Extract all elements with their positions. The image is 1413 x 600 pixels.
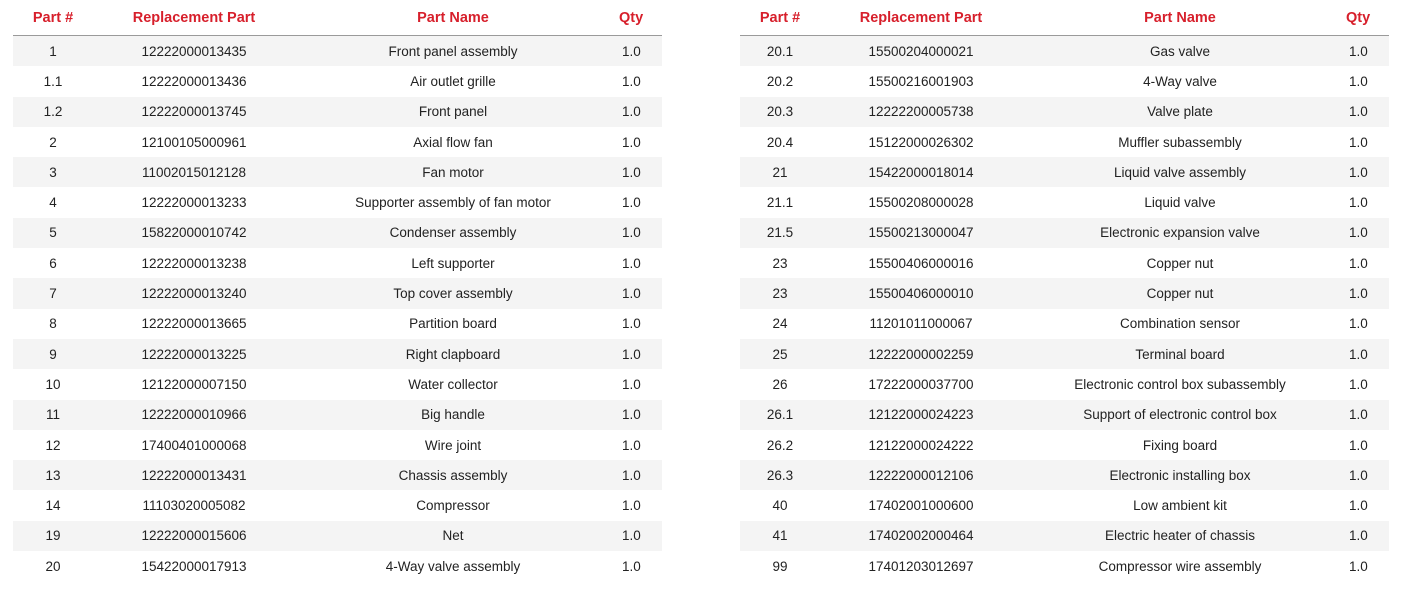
column-header-part-num: Part # [13,0,93,36]
qty-cell: 1.0 [611,339,662,369]
part-name-cell: Net [295,521,611,551]
part-name-cell: Liquid valve assembly [1022,157,1338,187]
part-number-cell: 12 [13,430,93,460]
table-row [13,309,662,339]
part-name-cell: Support of electronic control box [1022,400,1338,430]
part-name-cell: Compressor wire assembly [1022,551,1338,581]
replacement-part-cell: 12122000007150 [93,369,295,399]
table-row [13,400,662,430]
part-name-cell: Big handle [295,400,611,430]
parts-table-left [13,0,662,581]
replacement-part-cell: 12222000013665 [93,309,295,339]
replacement-part-cell: 12222000002259 [820,339,1022,369]
part-number-cell: 2 [13,127,93,157]
part-name-cell: Electronic installing box [1022,460,1338,490]
part-name-cell: 4-Way valve [1022,66,1338,96]
part-number-cell: 6 [13,248,93,278]
part-number-cell: 20.1 [740,36,820,67]
column-header-qty: Qty [611,0,662,36]
part-number-cell: 1.2 [13,97,93,127]
part-number-cell: 21.1 [740,187,820,217]
part-name-cell: Copper nut [1022,248,1338,278]
qty-cell: 1.0 [611,460,662,490]
part-name-cell: Front panel [295,97,611,127]
replacement-part-cell: 17401203012697 [820,551,1022,581]
part-number-cell: 23 [740,278,820,308]
part-number-cell: 21 [740,157,820,187]
part-name-cell: Air outlet grille [295,66,611,96]
replacement-part-cell: 15422000018014 [820,157,1022,187]
table-body [740,36,1389,582]
qty-cell: 1.0 [1338,521,1389,551]
table-header [740,0,1389,36]
qty-cell: 1.0 [1338,490,1389,520]
replacement-part-cell: 12222000013745 [93,97,295,127]
table-body [13,36,662,582]
qty-cell: 1.0 [1338,66,1389,96]
table-row [740,127,1389,157]
table-row [13,187,662,217]
qty-cell: 1.0 [611,369,662,399]
column-header-part-name: Part Name [1022,0,1338,36]
replacement-part-cell: 12222000012106 [820,460,1022,490]
replacement-part-cell: 12222000013225 [93,339,295,369]
qty-cell: 1.0 [1338,157,1389,187]
qty-cell: 1.0 [611,66,662,96]
replacement-part-cell: 12222000013435 [93,36,295,67]
replacement-part-cell: 11201011000067 [820,309,1022,339]
part-number-cell: 26.2 [740,430,820,460]
column-header-replacement-part: Replacement Part [93,0,295,36]
qty-cell: 1.0 [611,551,662,581]
part-name-cell: Compressor [295,490,611,520]
part-name-cell: 4-Way valve assembly [295,551,611,581]
table-row [740,400,1389,430]
part-number-cell: 26.3 [740,460,820,490]
part-number-cell: 9 [13,339,93,369]
qty-cell: 1.0 [611,400,662,430]
part-name-cell: Fan motor [295,157,611,187]
table-row [740,309,1389,339]
part-number-cell: 26 [740,369,820,399]
part-number-cell: 23 [740,248,820,278]
part-number-cell: 3 [13,157,93,187]
replacement-part-cell: 15500208000028 [820,187,1022,217]
qty-cell: 1.0 [1338,309,1389,339]
part-number-cell: 99 [740,551,820,581]
part-name-cell: Front panel assembly [295,36,611,67]
qty-cell: 1.0 [1338,460,1389,490]
replacement-part-cell: 15122000026302 [820,127,1022,157]
replacement-part-cell: 12222000015606 [93,521,295,551]
part-name-cell: Condenser assembly [295,218,611,248]
replacement-part-cell: 11002015012128 [93,157,295,187]
part-number-cell: 21.5 [740,218,820,248]
replacement-part-cell: 17222000037700 [820,369,1022,399]
parts-table-right [740,0,1389,581]
replacement-part-cell: 15500213000047 [820,218,1022,248]
replacement-part-cell: 12222000013431 [93,460,295,490]
qty-cell: 1.0 [611,309,662,339]
replacement-part-cell: 12222000013233 [93,187,295,217]
table-row [740,218,1389,248]
table-row [740,521,1389,551]
part-name-cell: Axial flow fan [295,127,611,157]
table-row [13,36,662,67]
table-row [13,521,662,551]
qty-cell: 1.0 [611,430,662,460]
part-number-cell: 10 [13,369,93,399]
part-name-cell: Terminal board [1022,339,1338,369]
table-row [740,187,1389,217]
part-name-cell: Gas valve [1022,36,1338,67]
table-row [13,97,662,127]
qty-cell: 1.0 [1338,36,1389,67]
part-name-cell: Partition board [295,309,611,339]
table-row [13,66,662,96]
part-number-cell: 1 [13,36,93,67]
replacement-part-cell: 12222000013436 [93,66,295,96]
column-header-part-name: Part Name [295,0,611,36]
qty-cell: 1.0 [1338,187,1389,217]
table-row [740,248,1389,278]
qty-cell: 1.0 [1338,339,1389,369]
table-row [740,369,1389,399]
qty-cell: 1.0 [1338,278,1389,308]
part-number-cell: 25 [740,339,820,369]
replacement-part-cell: 17402002000464 [820,521,1022,551]
table-row [740,430,1389,460]
replacement-part-cell: 17402001000600 [820,490,1022,520]
part-name-cell: Liquid valve [1022,187,1338,217]
part-name-cell: Electronic control box subassembly [1022,369,1338,399]
part-number-cell: 26.1 [740,400,820,430]
part-number-cell: 13 [13,460,93,490]
qty-cell: 1.0 [611,97,662,127]
table-row [13,490,662,520]
part-name-cell: Top cover assembly [295,278,611,308]
qty-cell: 1.0 [611,278,662,308]
table-row [740,490,1389,520]
qty-cell: 1.0 [611,218,662,248]
part-name-cell: Water collector [295,369,611,399]
part-number-cell: 7 [13,278,93,308]
column-header-qty: Qty [1338,0,1389,36]
part-name-cell: Right clapboard [295,339,611,369]
replacement-part-cell: 15500216001903 [820,66,1022,96]
qty-cell: 1.0 [1338,551,1389,581]
qty-cell: 1.0 [1338,248,1389,278]
table-row [13,430,662,460]
table-row [13,278,662,308]
qty-cell: 1.0 [611,127,662,157]
replacement-part-cell: 17400401000068 [93,430,295,460]
part-name-cell: Low ambient kit [1022,490,1338,520]
table-row [740,278,1389,308]
replacement-part-cell: 12100105000961 [93,127,295,157]
part-name-cell: Fixing board [1022,430,1338,460]
replacement-part-cell: 12222000010966 [93,400,295,430]
table-header [13,0,662,36]
qty-cell: 1.0 [1338,97,1389,127]
qty-cell: 1.0 [611,490,662,520]
part-number-cell: 41 [740,521,820,551]
replacement-part-cell: 15422000017913 [93,551,295,581]
part-number-cell: 40 [740,490,820,520]
part-name-cell: Copper nut [1022,278,1338,308]
qty-cell: 1.0 [611,187,662,217]
qty-cell: 1.0 [611,248,662,278]
replacement-part-cell: 12122000024222 [820,430,1022,460]
qty-cell: 1.0 [1338,430,1389,460]
qty-cell: 1.0 [611,157,662,187]
replacement-part-cell: 15500406000016 [820,248,1022,278]
replacement-part-cell: 15822000010742 [93,218,295,248]
part-name-cell: Valve plate [1022,97,1338,127]
replacement-part-cell: 11103020005082 [93,490,295,520]
table-row [740,339,1389,369]
table-row [13,218,662,248]
qty-cell: 1.0 [611,521,662,551]
replacement-part-cell: 15500204000021 [820,36,1022,67]
replacement-part-cell: 12222200005738 [820,97,1022,127]
part-name-cell: Electronic expansion valve [1022,218,1338,248]
column-header-part-num: Part # [740,0,820,36]
part-number-cell: 4 [13,187,93,217]
part-number-cell: 1.1 [13,66,93,96]
replacement-part-cell: 12222000013238 [93,248,295,278]
table-row [740,66,1389,96]
replacement-part-cell: 12122000024223 [820,400,1022,430]
part-number-cell: 11 [13,400,93,430]
table-row [13,339,662,369]
part-name-cell: Chassis assembly [295,460,611,490]
qty-cell: 1.0 [1338,400,1389,430]
part-number-cell: 5 [13,218,93,248]
qty-cell: 1.0 [1338,218,1389,248]
part-number-cell: 14 [13,490,93,520]
table-row [740,460,1389,490]
part-number-cell: 20.4 [740,127,820,157]
table-row [740,36,1389,67]
qty-cell: 1.0 [611,36,662,67]
column-header-replacement-part: Replacement Part [820,0,1022,36]
part-number-cell: 19 [13,521,93,551]
part-number-cell: 8 [13,309,93,339]
part-name-cell: Muffler subassembly [1022,127,1338,157]
part-number-cell: 20 [13,551,93,581]
part-number-cell: 20.2 [740,66,820,96]
table-row [740,97,1389,127]
table-row [740,157,1389,187]
table-row [13,248,662,278]
part-name-cell: Left supporter [295,248,611,278]
table-row [740,551,1389,581]
part-name-cell: Electric heater of chassis [1022,521,1338,551]
qty-cell: 1.0 [1338,369,1389,399]
replacement-part-cell: 15500406000010 [820,278,1022,308]
replacement-part-cell: 12222000013240 [93,278,295,308]
part-number-cell: 20.3 [740,97,820,127]
part-name-cell: Supporter assembly of fan motor [295,187,611,217]
table-row [13,127,662,157]
part-number-cell: 24 [740,309,820,339]
table-row [13,157,662,187]
part-name-cell: Wire joint [295,430,611,460]
table-row [13,460,662,490]
table-row [13,551,662,581]
qty-cell: 1.0 [1338,127,1389,157]
table-row [13,369,662,399]
part-name-cell: Combination sensor [1022,309,1338,339]
